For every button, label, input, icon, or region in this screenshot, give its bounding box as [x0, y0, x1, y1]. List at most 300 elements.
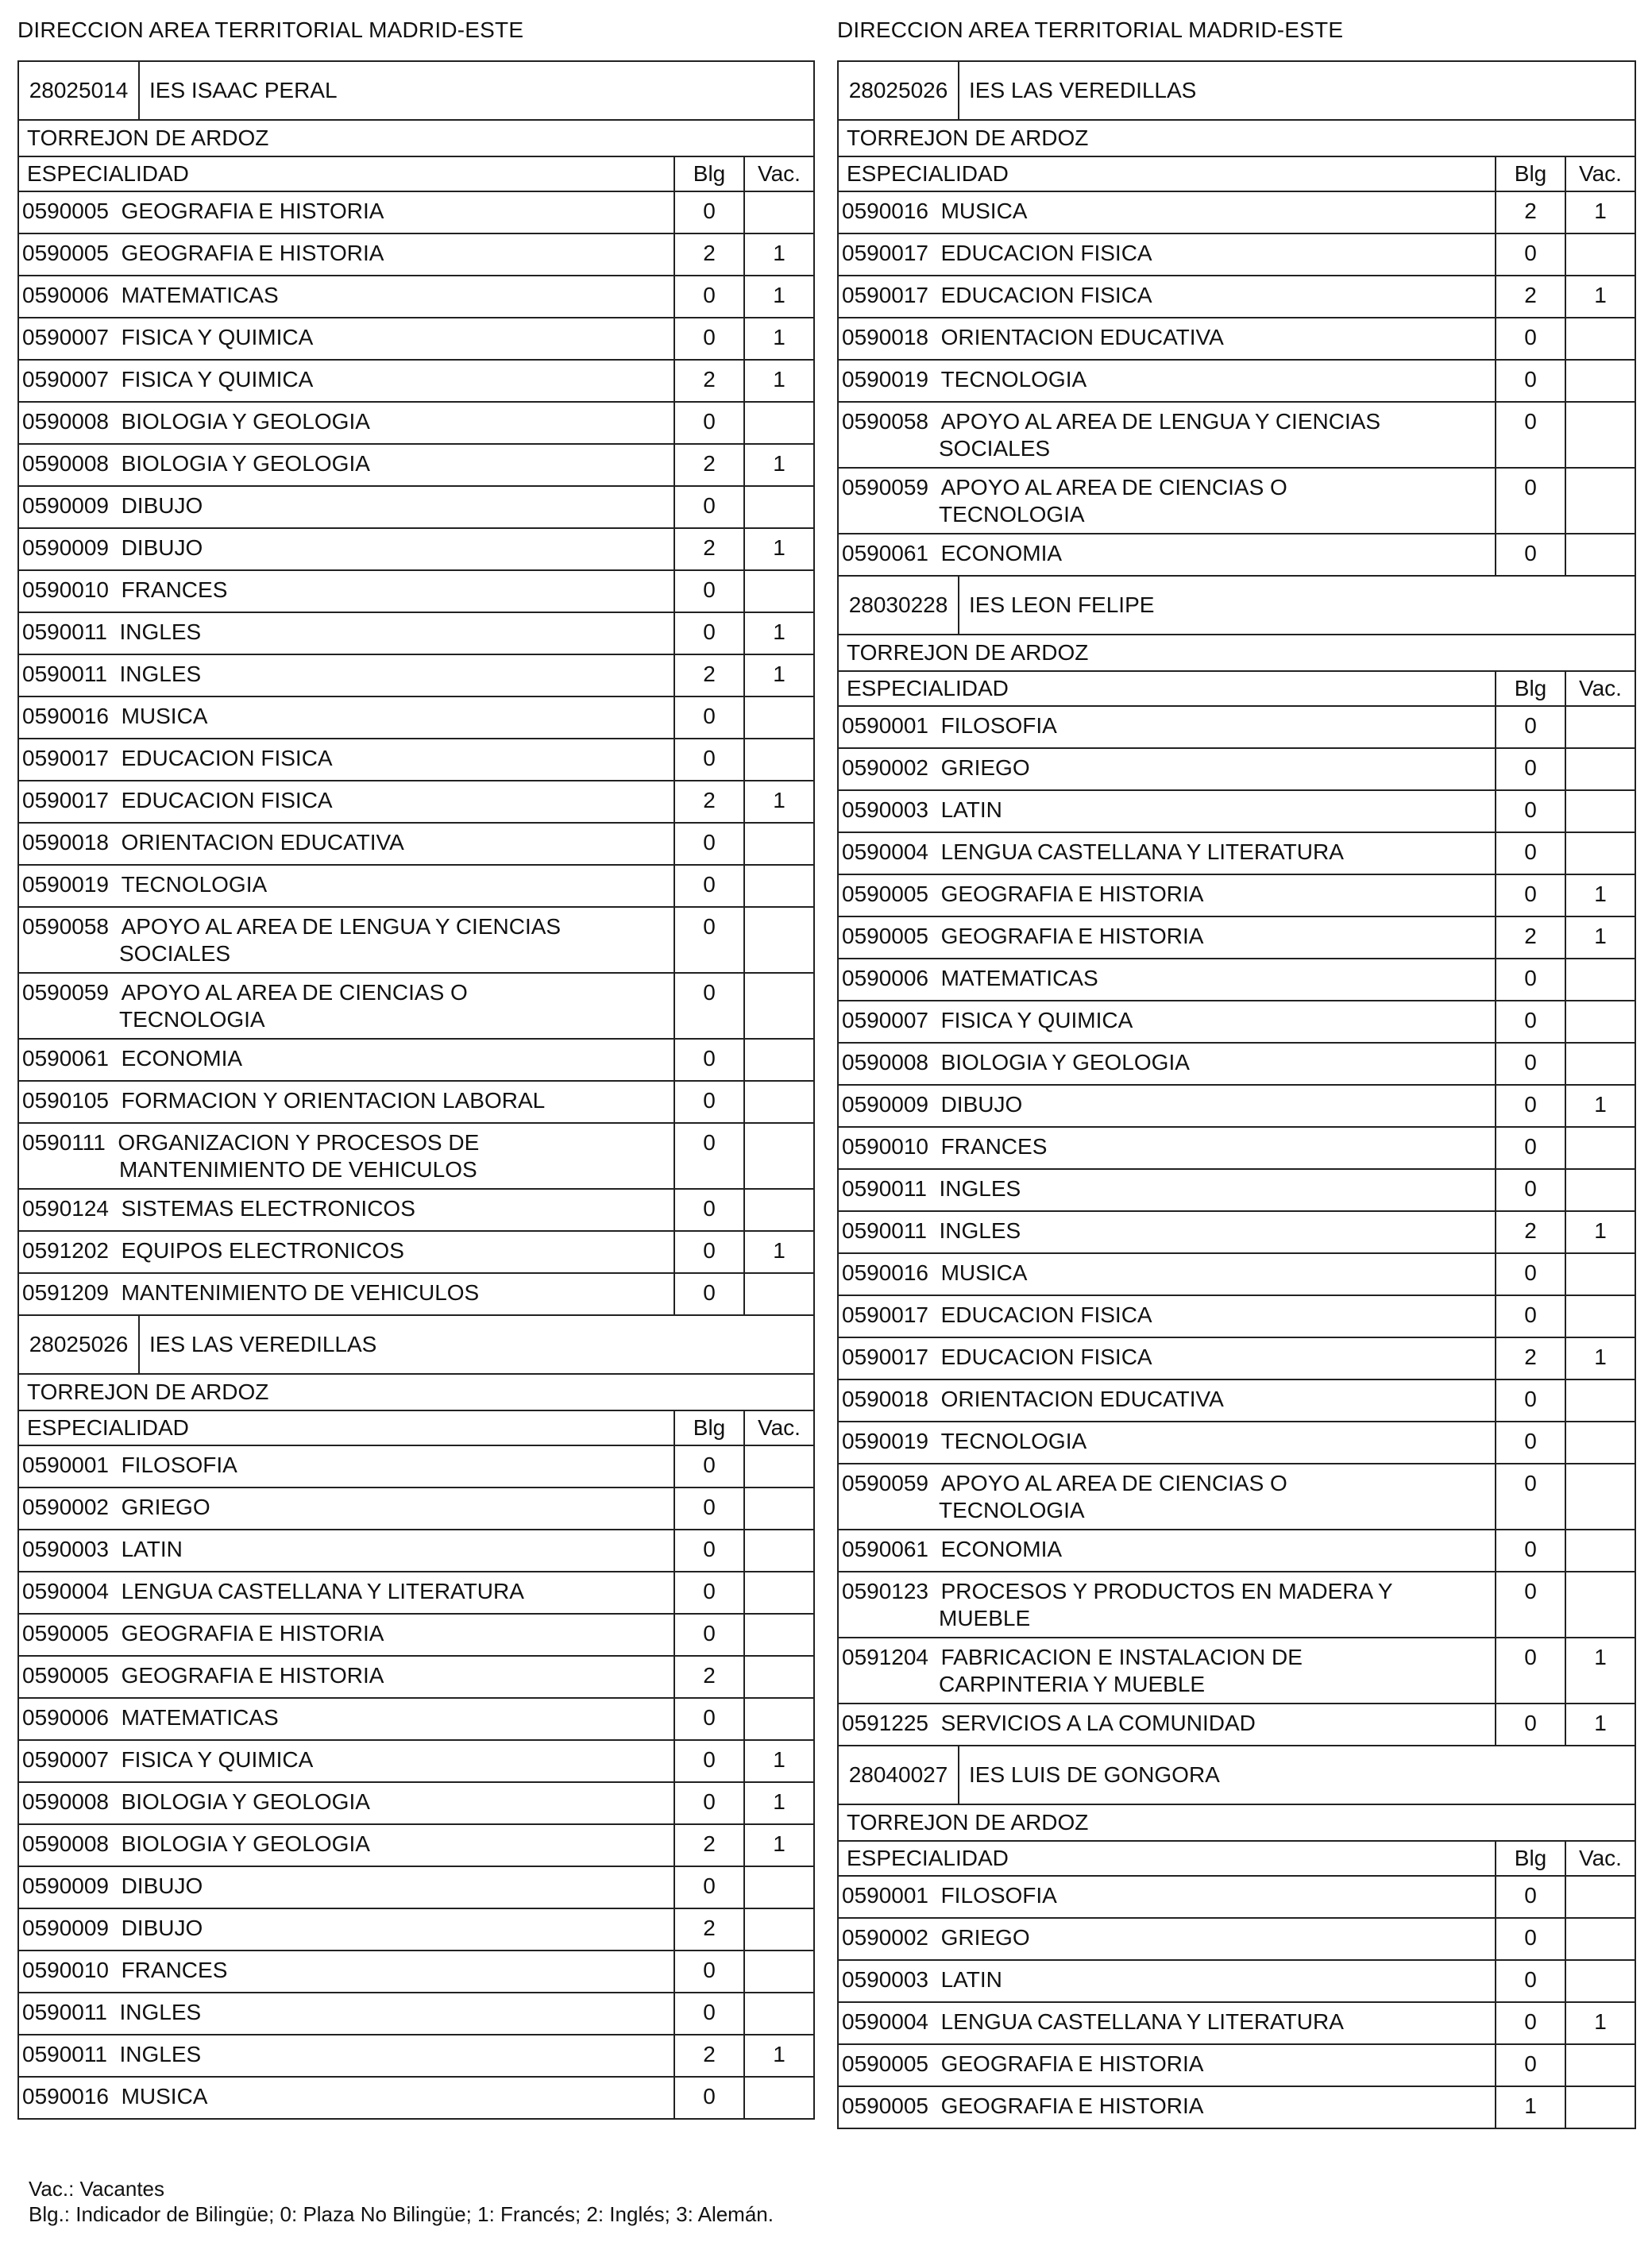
especialidad-cell: [19, 403, 674, 443]
especialidad-code: 0590007: [22, 1747, 110, 1772]
especialidad-line: [842, 1537, 1062, 1561]
especialidad-line: [22, 1831, 370, 1856]
header-vac: Vac.: [1565, 1842, 1635, 1875]
especialidad-code: 0590005: [22, 241, 110, 265]
especialidad-name: EDUCACION FISICA: [121, 746, 333, 770]
legend-vacantes: Vac.: Vacantes: [29, 2177, 165, 2201]
especialidad-cell: [839, 1961, 1495, 2001]
vac-cell: 1: [1565, 875, 1635, 916]
table-row: [19, 1825, 813, 1867]
column-title: DIRECCION AREA TERRITORIAL MADRID-ESTE: [17, 17, 524, 42]
vac-cell: [1565, 959, 1635, 1000]
table-row: [839, 1638, 1635, 1704]
especialidad-code: 0590009: [22, 1873, 110, 1898]
especialidad-cell: [19, 571, 674, 612]
especialidad-name: INGLES: [119, 619, 202, 644]
especialidad-line: [842, 1050, 1190, 1075]
vac-cell: [1565, 1001, 1635, 1042]
especialidad-name: PROCESOS Y PRODUCTOS EN MADERA Y: [940, 1579, 1393, 1603]
table-row: [839, 1044, 1635, 1086]
especialidad-name: APOYO AL AREA DE LENGUA Y CIENCIAS: [121, 914, 562, 939]
table-row: [19, 697, 813, 739]
especialidad-name: LENGUA CASTELLANA Y LITERATURA: [121, 1579, 524, 1603]
especialidad-name: ORIENTACION EDUCATIVA: [940, 325, 1224, 349]
vac-cell: [743, 1993, 813, 2034]
header-blg: Blg: [1495, 1842, 1565, 1875]
table-row: [19, 1274, 813, 1316]
especialidad-name: LATIN: [121, 1537, 183, 1561]
vac-cell: [743, 739, 813, 780]
especialidad-line: [842, 1134, 1047, 1159]
especialidad-line: [22, 2042, 201, 2066]
especialidad-cell: [839, 707, 1495, 747]
blg-cell: 0: [674, 318, 743, 359]
vac-cell: [1565, 2087, 1635, 2128]
especialidad-code: 0590009: [22, 1916, 110, 1940]
town-row: [839, 121, 1635, 157]
especialidad-code: 0590016: [22, 704, 110, 728]
school-header-row: [19, 62, 813, 121]
especialidad-cell: [19, 1993, 674, 2034]
especialidad-cell: [19, 2035, 674, 2076]
table-row: [19, 1699, 813, 1741]
table-row: [19, 192, 813, 234]
table-row: [839, 1170, 1635, 1212]
table-row: [19, 1657, 813, 1699]
especialidad-code: 0590009: [22, 535, 110, 560]
header-especialidad: ESPECIALIDAD: [847, 161, 1009, 186]
table-row: [839, 1530, 1635, 1572]
vac-cell: [743, 1530, 813, 1571]
especialidad-name: GEOGRAFIA E HISTORIA: [121, 1621, 384, 1646]
especialidad-code: 0590011: [842, 1218, 927, 1243]
especialidad-code: 0590011: [22, 2000, 107, 2024]
vac-cell: 1: [743, 445, 813, 485]
especialidad-name: FRANCES: [121, 1958, 228, 1982]
table-row: [19, 1615, 813, 1657]
especialidad-code: 0590016: [842, 1260, 929, 1285]
town-row: [839, 1805, 1635, 1842]
table-row: [839, 534, 1635, 577]
especialidad-line: [22, 409, 370, 434]
vac-cell: [743, 1446, 813, 1487]
especialidad-name: MATEMATICAS: [121, 1705, 279, 1730]
especialidad-cell: [839, 1212, 1495, 1252]
especialidad-cell: [839, 1338, 1495, 1379]
especialidad-line: [22, 1196, 415, 1221]
vac-cell: [743, 1657, 813, 1697]
vac-cell: 1: [1565, 276, 1635, 317]
blg-cell: 0: [674, 1190, 743, 1230]
header-blg: Blg: [1495, 157, 1565, 191]
blg-cell: 0: [1495, 534, 1565, 575]
blg-cell: 0: [674, 1274, 743, 1314]
especialidad-code: 0591225: [842, 1711, 929, 1735]
blg-cell: 0: [1495, 1961, 1565, 2001]
vac-cell: [743, 403, 813, 443]
especialidad-name-cont: TECNOLOGIA: [939, 1498, 1085, 1522]
table-row: [19, 1190, 813, 1232]
table-row: [839, 318, 1635, 361]
blg-cell: 2: [674, 1657, 743, 1697]
especialidad-code: 0590017: [842, 1302, 929, 1327]
especialidad-name: ECONOMIA: [121, 1046, 243, 1071]
especialidad-line: [22, 704, 207, 728]
especialidad-line: [842, 1579, 1393, 1603]
table-row: [19, 655, 813, 697]
blg-cell: 0: [674, 974, 743, 1038]
especialidad-line: [22, 1663, 384, 1688]
especialidad-cell: [839, 1380, 1495, 1421]
especialidad-name: EDUCACION FISICA: [940, 283, 1152, 307]
especialidad-line: [842, 1092, 1022, 1117]
especialidad-name: GRIEGO: [940, 755, 1030, 780]
especialidad-name: GEOGRAFIA E HISTORIA: [940, 882, 1204, 906]
vac-cell: 1: [743, 1783, 813, 1823]
especialidad-name: TECNOLOGIA: [940, 1429, 1087, 1453]
especialidad-code: 0590005: [842, 2051, 929, 2076]
especialidad-code: 0590017: [842, 241, 929, 265]
especialidad-code: 0590016: [22, 2084, 110, 2109]
especialidad-cell: [19, 234, 674, 275]
vac-cell: [1565, 1296, 1635, 1337]
especialidad-cell: [839, 534, 1495, 575]
especialidad-name: INGLES: [119, 2000, 202, 2024]
especialidad-line: [842, 541, 1062, 565]
especialidad-cell: [839, 1254, 1495, 1295]
especialidad-name: DIBUJO: [121, 535, 203, 560]
blg-cell: 0: [674, 276, 743, 317]
header-especialidad: ESPECIALIDAD: [27, 161, 189, 186]
especialidad-name: FISICA Y QUIMICA: [121, 367, 314, 392]
blg-cell: 0: [674, 487, 743, 527]
especialidad-code: 0590011: [842, 1176, 927, 1201]
blg-cell: 2: [674, 445, 743, 485]
especialidad-line: [842, 199, 1027, 223]
table-row: [839, 917, 1635, 959]
especialidad-cell: [839, 2087, 1495, 2128]
especialidad-cell: [19, 1082, 674, 1122]
especialidad-code: 0590105: [22, 1088, 110, 1113]
especialidad-line: [22, 1916, 203, 1940]
table-row: [19, 908, 813, 974]
especialidad-code: 0590018: [842, 325, 929, 349]
vac-cell: [1565, 361, 1635, 401]
especialidad-name: FRANCES: [940, 1134, 1048, 1159]
school-code: 28030228: [839, 577, 959, 634]
especialidad-code: 0590059: [842, 1471, 929, 1495]
especialidad-name: BIOLOGIA Y GEOLOGIA: [121, 451, 370, 476]
blg-cell: 0: [1495, 875, 1565, 916]
especialidad-cell: [839, 234, 1495, 275]
blg-cell: 0: [1495, 1877, 1565, 1917]
especialidad-code: 0590009: [22, 493, 110, 518]
blg-cell: 0: [1495, 959, 1565, 1000]
vac-cell: [743, 1699, 813, 1739]
especialidad-code: 0590003: [842, 797, 929, 822]
especialidad-cell: [839, 1877, 1495, 1917]
blg-cell: 0: [1495, 791, 1565, 832]
especialidad-name: EDUCACION FISICA: [940, 1302, 1152, 1327]
especialidad-code: 0590004: [842, 2009, 929, 2034]
blg-cell: 0: [674, 613, 743, 654]
vac-cell: [743, 1190, 813, 1230]
vac-cell: [1565, 318, 1635, 359]
table-row: [19, 361, 813, 403]
table-row: [839, 1961, 1635, 2003]
vac-cell: [743, 1124, 813, 1188]
especialidad-name: GRIEGO: [121, 1495, 210, 1519]
especialidad-name: APOYO AL AREA DE CIENCIAS O: [940, 1471, 1287, 1495]
table-row: [19, 1993, 813, 2035]
especialidad-line: [22, 746, 333, 770]
especialidad-code: 0590011: [22, 662, 107, 686]
especialidad-name: INGLES: [119, 662, 202, 686]
especialidad-name: SERVICIOS A LA COMUNIDAD: [940, 1711, 1256, 1735]
vac-cell: [1565, 403, 1635, 467]
especialidad-cell: [19, 1699, 674, 1739]
especialidad-line: [22, 199, 384, 223]
especialidad-code: 0590124: [22, 1196, 110, 1221]
vac-cell: [1565, 1572, 1635, 1637]
blg-cell: 1: [1495, 2087, 1565, 2128]
especialidad-cell: [19, 1488, 674, 1529]
school-name: IES ISAAC PERAL: [149, 78, 338, 102]
table-row: [19, 2078, 813, 2118]
blg-cell: 0: [1495, 1296, 1565, 1337]
especialidad-code: 0590008: [22, 1789, 110, 1814]
blg-cell: 0: [1495, 1254, 1565, 1295]
especialidad-code: 0590009: [842, 1092, 929, 1117]
table-row: [19, 487, 813, 529]
blg-cell: 0: [674, 1783, 743, 1823]
especialidad-name: ECONOMIA: [940, 1537, 1063, 1561]
especialidad-cell: [19, 318, 674, 359]
especialidad-name: LATIN: [940, 1967, 1002, 1992]
especialidad-line: [842, 713, 1057, 738]
especialidad-code: 0590006: [22, 283, 110, 307]
town-row: [19, 121, 813, 157]
especialidad-cell: [19, 445, 674, 485]
table-header-row: [839, 672, 1635, 707]
table-row: [19, 974, 813, 1040]
header-vac: Vac.: [1565, 157, 1635, 191]
especialidad-code: 0590017: [842, 283, 929, 307]
especialidad-name: INGLES: [939, 1218, 1021, 1243]
town-row: [19, 1375, 813, 1411]
vac-cell: [1565, 1254, 1635, 1295]
especialidad-name: EDUCACION FISICA: [121, 788, 333, 812]
especialidad-code: 0590005: [842, 882, 929, 906]
especialidad-cell: [839, 791, 1495, 832]
table-row: [19, 1572, 813, 1615]
table-row: [839, 791, 1635, 833]
town-row: [839, 635, 1635, 672]
vac-cell: [743, 824, 813, 864]
header-especialidad: ESPECIALIDAD: [847, 676, 1009, 700]
especialidad-cell: [839, 1919, 1495, 1959]
especialidad-code: 0590061: [842, 1537, 929, 1561]
especialidad-cell: [839, 1704, 1495, 1745]
especialidad-line: [22, 325, 313, 349]
especialidad-line: [842, 966, 1098, 990]
especialidad-code: 0590005: [22, 1663, 110, 1688]
table-row: [19, 1951, 813, 1993]
table-row: [19, 866, 813, 908]
especialidad-cell: [839, 276, 1495, 317]
especialidad-line: [22, 788, 333, 812]
especialidad-code: 0590008: [22, 451, 110, 476]
especialidad-code: 0590007: [22, 325, 110, 349]
especialidad-cell: [19, 866, 674, 906]
especialidad-cell: [19, 2078, 674, 2118]
especialidad-name: TECNOLOGIA: [121, 872, 268, 897]
especialidad-name-cont: MANTENIMIENTO DE VEHICULOS: [119, 1157, 477, 1182]
especialidad-line: [842, 367, 1087, 392]
table-row: [839, 1380, 1635, 1422]
especialidad-line: [842, 1883, 1057, 1908]
especialidad-cell: [19, 1446, 674, 1487]
especialidad-cell: [19, 1124, 674, 1188]
table-row: [839, 1296, 1635, 1338]
header-vac: Vac.: [743, 1411, 813, 1445]
especialidad-line: [842, 475, 1287, 500]
blg-cell: 2: [674, 361, 743, 401]
especialidad-cell: [839, 1170, 1495, 1210]
especialidad-line: [22, 1705, 279, 1730]
especialidad-line: [842, 1302, 1152, 1327]
especialidad-cell: [19, 529, 674, 569]
vac-cell: [1565, 833, 1635, 874]
especialidad-name-cont: MUEBLE: [939, 1606, 1031, 1630]
blg-cell: 0: [674, 1993, 743, 2034]
especialidad-cell: [19, 276, 674, 317]
especialidad-name-cont: TECNOLOGIA: [939, 502, 1085, 527]
school-code: 28025026: [19, 1316, 140, 1373]
especialidad-line: [22, 367, 313, 392]
especialidad-line: [22, 241, 384, 265]
especialidad-cell: [839, 917, 1495, 958]
vac-cell: 1: [1565, 1338, 1635, 1379]
especialidad-name: FRANCES: [121, 577, 228, 602]
especialidad-name: GEOGRAFIA E HISTORIA: [121, 1663, 384, 1688]
header-vac: Vac.: [743, 157, 813, 191]
especialidad-cell: [19, 1530, 674, 1571]
town-name: TORREJON DE ARDOZ: [27, 1379, 269, 1404]
blg-cell: 0: [1495, 234, 1565, 275]
table-row: [839, 1422, 1635, 1464]
blg-cell: 0: [1495, 1128, 1565, 1168]
vac-cell: 1: [1565, 1704, 1635, 1745]
table-row: [19, 1783, 813, 1825]
especialidad-line: [842, 241, 1152, 265]
especialidad-name: EDUCACION FISICA: [940, 241, 1152, 265]
especialidad-line: [22, 1873, 203, 1898]
table-row: [839, 959, 1635, 1001]
blg-cell: 0: [1495, 2045, 1565, 2086]
vac-cell: [743, 2078, 813, 2118]
legend-bilingue: Blg.: Indicador de Bilingüe; 0: Plaza No Bilingüe; 1: Francés; 2: Inglés; 3: Alemán.: [29, 2202, 774, 2226]
blg-cell: 0: [1495, 833, 1565, 874]
blg-cell: 0: [674, 824, 743, 864]
table-row: [839, 1877, 1635, 1919]
school-header-row: [839, 62, 1635, 121]
especialidad-line: [22, 283, 279, 307]
blg-cell: 2: [1495, 917, 1565, 958]
especialidad-line: [22, 980, 468, 1005]
especialidad-code: 0591202: [22, 1238, 110, 1263]
table-row: [19, 318, 813, 361]
table-row: [839, 707, 1635, 749]
especialidad-name: MUSICA: [121, 2084, 208, 2109]
vac-cell: [1565, 1464, 1635, 1529]
vac-cell: 1: [743, 318, 813, 359]
table-row: [19, 403, 813, 445]
especialidad-name: DIBUJO: [121, 1873, 203, 1898]
especialidad-line: [22, 451, 370, 476]
vac-cell: [1565, 1422, 1635, 1463]
vac-cell: [1565, 534, 1635, 575]
vac-cell: [743, 908, 813, 972]
table-row: [19, 781, 813, 824]
vac-cell: 1: [743, 276, 813, 317]
especialidad-cell: [19, 361, 674, 401]
especialidad-code: 0590017: [22, 788, 110, 812]
table-row: [839, 749, 1635, 791]
table-row: [19, 529, 813, 571]
vac-cell: [743, 697, 813, 738]
blg-cell: 0: [1495, 469, 1565, 533]
especialidad-name: GEOGRAFIA E HISTORIA: [121, 241, 384, 265]
right-column: [837, 14, 1636, 2129]
especialidad-line: [842, 325, 1224, 349]
especialidad-name: APOYO AL AREA DE LENGUA Y CIENCIAS: [940, 409, 1381, 434]
vac-cell: [743, 1040, 813, 1080]
table-row: [839, 192, 1635, 234]
blg-cell: 0: [674, 1040, 743, 1080]
especialidad-cell: [19, 192, 674, 233]
table-header-row: [19, 1411, 813, 1446]
blg-cell: 2: [674, 655, 743, 696]
especialidad-cell: [19, 1741, 674, 1781]
especialidad-line: [842, 1218, 1021, 1243]
especialidad-line: [22, 1495, 210, 1519]
especialidad-code: 0590004: [842, 839, 929, 864]
especialidad-line: [22, 830, 404, 855]
especialidad-code: 0590017: [842, 1345, 929, 1369]
vac-cell: [743, 1951, 813, 1992]
blg-cell: 0: [674, 908, 743, 972]
especialidad-cell: [19, 487, 674, 527]
blg-cell: 2: [674, 1909, 743, 1950]
especialidad-line: [22, 662, 201, 686]
blg-cell: 0: [1495, 1638, 1565, 1703]
town-name: TORREJON DE ARDOZ: [847, 1810, 1089, 1835]
especialidad-line: [22, 1280, 479, 1305]
especialidad-name: MANTENIMIENTO DE VEHICULOS: [121, 1280, 480, 1305]
table-row: [839, 276, 1635, 318]
school-code: 28040027: [839, 1746, 959, 1804]
vac-cell: [743, 487, 813, 527]
especialidad-name: INGLES: [119, 2042, 202, 2066]
blg-cell: 2: [674, 234, 743, 275]
table-row: [839, 1704, 1635, 1746]
vac-cell: 1: [1565, 2003, 1635, 2043]
table-header-row: [839, 157, 1635, 192]
header-blg: Blg: [674, 157, 743, 191]
especialidad-code: 0590002: [842, 1925, 929, 1950]
table-row: [19, 1867, 813, 1909]
